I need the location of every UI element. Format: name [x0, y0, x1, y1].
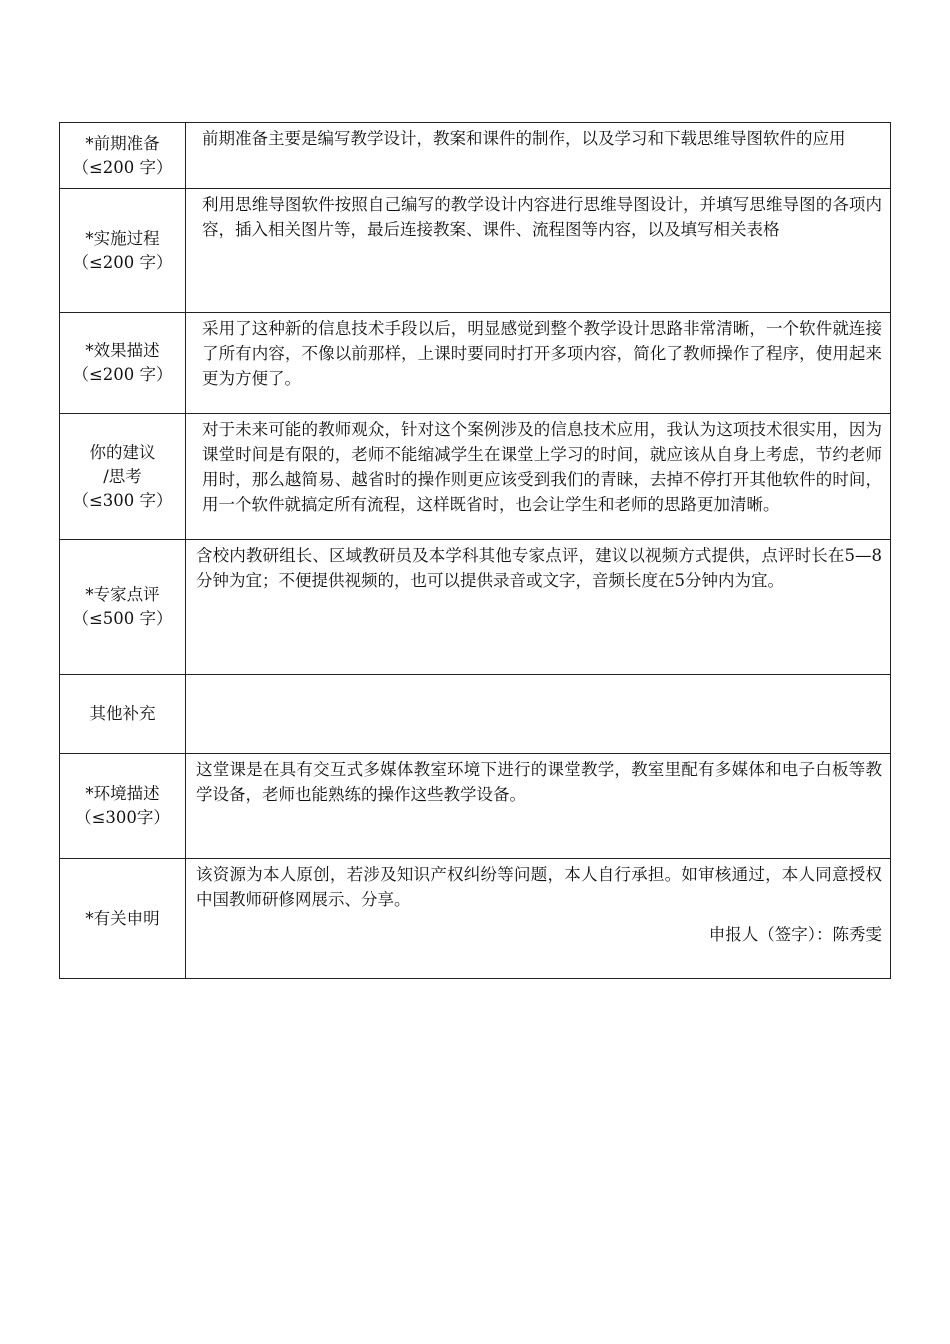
application-form-table — [59, 122, 891, 979]
row-content — [186, 540, 891, 675]
row-label — [60, 540, 186, 675]
table-row-other — [60, 675, 891, 754]
row-content-text — [186, 675, 890, 678]
row-label-line: *专家点评 — [85, 585, 160, 604]
row-label-limit: （≤500 字） — [72, 609, 173, 628]
row-label-line: *前期准备 — [85, 133, 160, 153]
row-content — [186, 675, 891, 754]
applicant-signature: 申报人（签字）：陈秀雯 — [708, 925, 882, 944]
row-label — [60, 675, 186, 754]
row-content-text: 对于未来可能的教师观众，针对这个案例涉及的信息技术应用，我认为这项技术很实用，因为课堂时间是有限的，老师不能缩减学生在课堂上学习的时间，就应该从自身上考虑，节约老师用时，那么越简易、越省时的操作则更应该受到我们的青睐，去掉不停打开其他软件的时间，用一个软件就搞定所有流程，这样既省时，也会让学生和老师的思路更加清晰。 — [202, 420, 882, 514]
table-row-suggestion — [60, 414, 891, 540]
row-label-line: *环境描述 — [85, 784, 160, 803]
row-content-text: 采用了这种新的信息技术手段以后，明显感觉到整个教学设计思路非常清晰，一个软件就连接了所有内容，不像以前那样，上课时要同时打开多项内容，简化了教师操作了程序，使用起来更为方便了。 — [202, 319, 882, 388]
row-label — [60, 123, 186, 189]
table-row-implementation — [60, 189, 891, 313]
row-content — [186, 859, 891, 979]
row-label — [60, 754, 186, 859]
table-row-preparation — [60, 123, 891, 189]
row-content-text: 该资源为本人原创，若涉及知识产权纠纷等问题，本人自行承担。如审核通过，本人同意授权中国教师研修网展示、分享。 — [196, 865, 882, 909]
row-content-text: 这堂课是在具有交互式多媒体教室环境下进行的课堂教学，教室里配有多媒体和电子白板等教学设备，老师也能熟练的操作这些教学设备。 — [196, 760, 882, 804]
row-label-line: 你的建议 — [89, 442, 156, 462]
row-label-line: *有关申明 — [85, 908, 160, 928]
table-row-expert-review — [60, 540, 891, 675]
row-label-limit: （≤300字） — [75, 808, 170, 827]
row-content — [186, 189, 891, 313]
row-label-line: 其他补充 — [89, 704, 156, 723]
row-label-line: *效果描述 — [85, 341, 160, 360]
row-label-limit: （≤300 字） — [72, 490, 173, 510]
row-content — [186, 414, 891, 540]
row-content-text: 利用思维导图软件按照自己编写的教学设计内容进行思维导图设计，并填写思维导图的各项内容，插入相关图片等，最后连接教案、课件、流程图等内容，以及填写相关表格 — [202, 195, 882, 239]
row-content-text: 前期准备主要是编写教学设计，教案和课件的制作，以及学习和下载思维导图软件的应用 — [202, 129, 846, 148]
row-content — [186, 754, 891, 859]
row-label-line: /思考 — [103, 466, 142, 486]
table-row-environment — [60, 754, 891, 859]
row-content — [186, 313, 891, 414]
row-label — [60, 313, 186, 414]
row-content — [186, 123, 891, 189]
table-row-declaration — [60, 859, 891, 979]
row-label-limit: （≤200 字） — [72, 252, 173, 272]
row-label-line: *实施过程 — [85, 228, 160, 248]
row-label-limit: （≤200 字） — [72, 365, 173, 384]
table-row-effect — [60, 313, 891, 414]
row-content-text: 含校内教研组长、区域教研员及本学科其他专家点评，建议以视频方式提供，点评时长在5—8分钟为宜；不便提供视频的，也可以提供录音或文字，音频长度在5分钟内为宜。 — [196, 546, 882, 590]
row-label — [60, 189, 186, 313]
row-label-limit: （≤200 字） — [72, 157, 173, 177]
row-label — [60, 859, 186, 979]
row-label — [60, 414, 186, 540]
